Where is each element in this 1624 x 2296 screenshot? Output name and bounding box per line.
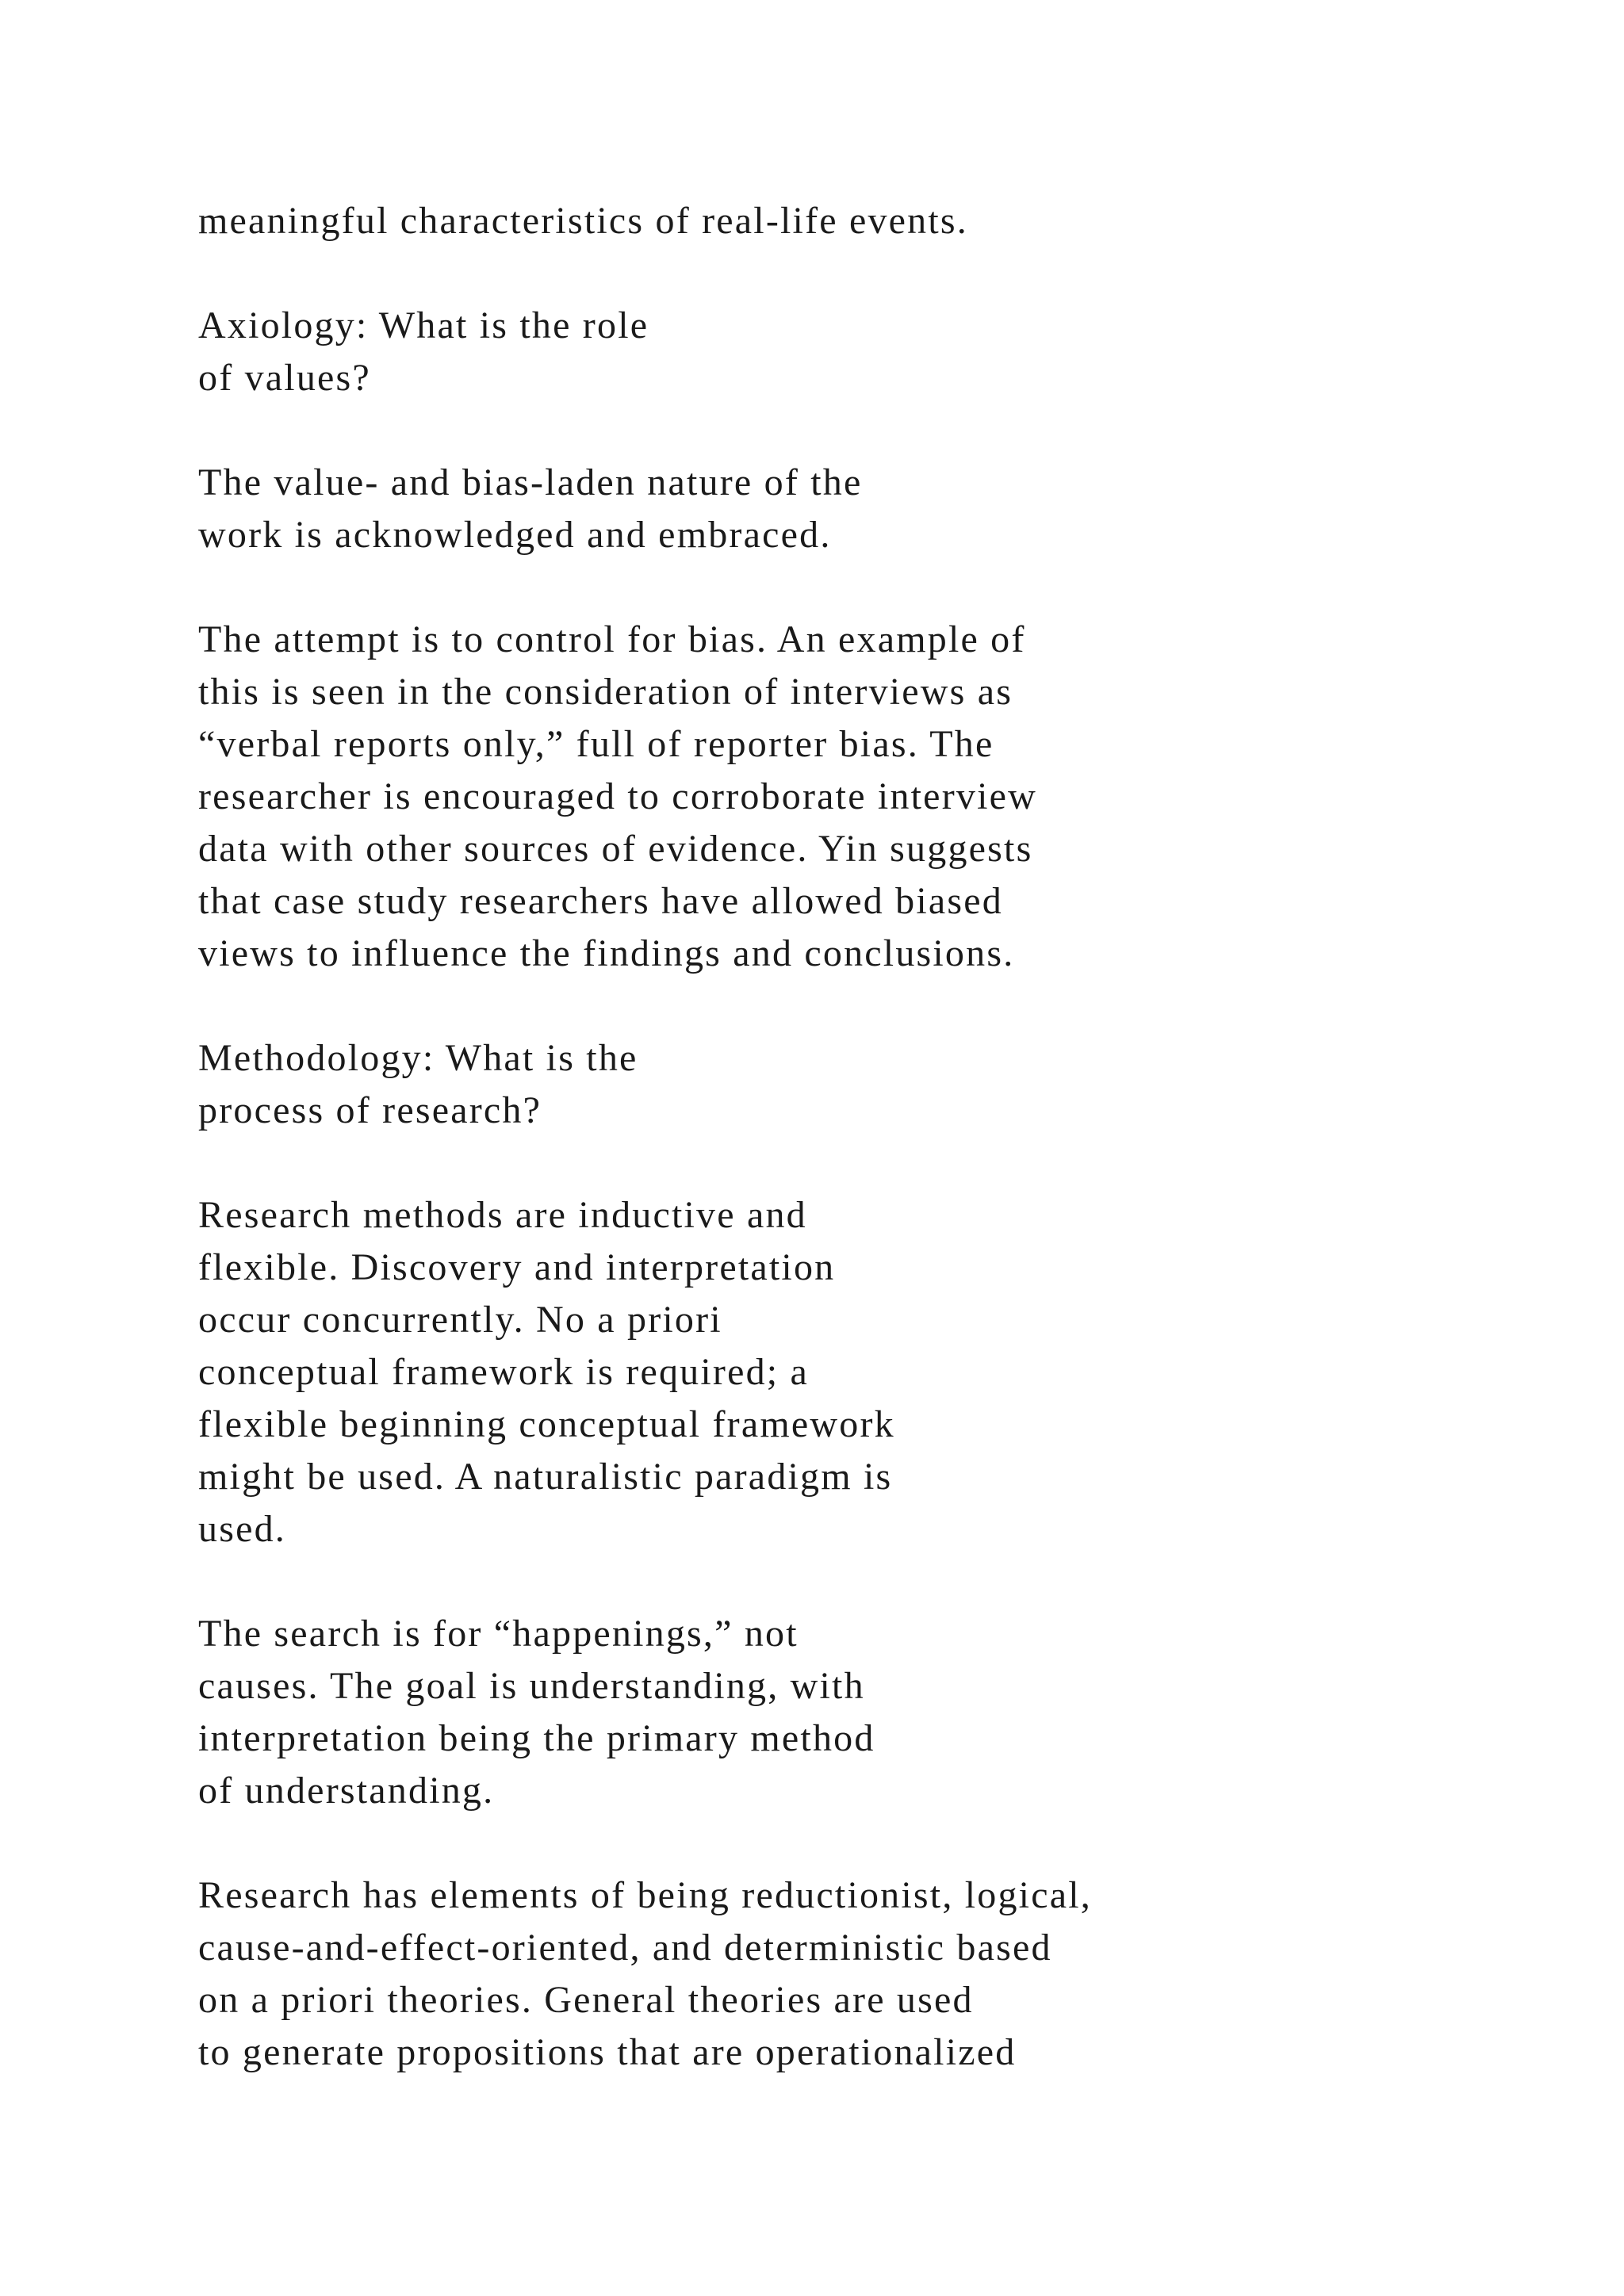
- text-line: “verbal reports only,” full of reporter bias. The: [198, 723, 994, 765]
- text-line: interpretation being the primary method: [198, 1717, 875, 1759]
- text-line: used.: [198, 1508, 286, 1550]
- text-line: cause-and-effect-oriented, and deterministic based: [198, 1927, 1052, 1969]
- text-line: views to influence the findings and conclusions.: [198, 932, 1015, 974]
- text-line: Axiology: What is the role: [198, 304, 649, 346]
- text-line: might be used. A naturalistic paradigm is: [198, 1456, 893, 1498]
- paragraph: [198, 614, 1546, 980]
- paragraph: [198, 1032, 1546, 1137]
- text-line: to generate propositions that are operationalized: [198, 2031, 1017, 2073]
- text-line: process of research?: [198, 1089, 542, 1131]
- text-line: of understanding.: [198, 1770, 495, 1812]
- text-line: Methodology: What is the: [198, 1037, 638, 1079]
- text-line: Research has elements of being reductionist, logical,: [198, 1874, 1092, 1916]
- paragraph: [198, 1608, 1546, 1817]
- text-line: work is acknowledged and embraced.: [198, 514, 832, 556]
- text-line: meaningful characteristics of real-life events.: [198, 200, 968, 242]
- paragraph: [198, 195, 1546, 247]
- text-line: data with other sources of evidence. Yin suggests: [198, 828, 1033, 870]
- paragraph: [198, 300, 1546, 404]
- text-line: that case study researchers have allowed biased: [198, 880, 1004, 922]
- text-line: The search is for “happenings,” not: [198, 1613, 799, 1655]
- paragraph: [198, 1869, 1546, 2079]
- text-line: Research methods are inductive and: [198, 1194, 807, 1236]
- document-body: [198, 195, 1546, 2131]
- text-line: this is seen in the consideration of interviews as: [198, 671, 1013, 713]
- text-line: of values?: [198, 357, 371, 399]
- text-line: occur concurrently. No a priori: [198, 1299, 722, 1341]
- text-line: conceptual framework is required; a: [198, 1351, 810, 1393]
- text-line: flexible beginning conceptual framework: [198, 1403, 895, 1445]
- text-line: researcher is encouraged to corroborate interview: [198, 775, 1037, 817]
- paragraph: [198, 457, 1546, 561]
- paragraph: [198, 1189, 1546, 1556]
- text-line: The attempt is to control for bias. An example of: [198, 618, 1026, 660]
- text-line: flexible. Discovery and interpretation: [198, 1246, 836, 1288]
- text-line: The value- and bias-laden nature of the: [198, 461, 863, 503]
- text-line: causes. The goal is understanding, with: [198, 1665, 865, 1707]
- text-line: on a priori theories. General theories are used: [198, 1979, 974, 2021]
